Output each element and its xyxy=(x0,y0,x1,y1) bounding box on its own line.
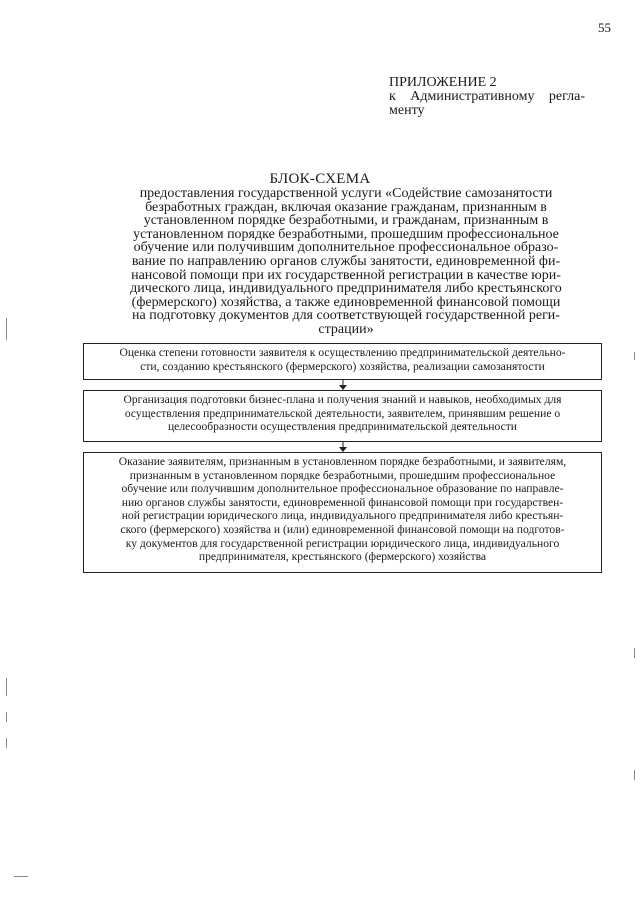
appendix-heading: ПРИЛОЖЕНИЕ 2 xyxy=(389,75,497,90)
flow-step-1-box xyxy=(83,343,602,380)
step-text-line: осуществления предпринимательской деятельности, заявителем, принявшим решение о xyxy=(124,406,561,420)
scan-artifact xyxy=(6,712,7,722)
step-text-line: обучение или получившим дополнительное профессиональное образование по направле- xyxy=(121,482,564,496)
step-text-line: Оказание заявителям, признанным в установленном порядке безработными, и заявителям, xyxy=(118,455,567,468)
flow-step-2-box xyxy=(83,390,602,442)
appendix-line-2: менту xyxy=(389,103,425,118)
subtitle-line: страции» xyxy=(318,321,374,337)
subtitle-line: обучение или получившим дополнительное профессиональное образо- xyxy=(133,240,559,256)
page-number: 55 xyxy=(598,20,611,35)
appendix-note xyxy=(389,76,585,118)
scan-artifact xyxy=(6,738,7,748)
scan-artifact xyxy=(634,352,635,360)
subtitle-line: на подготовку документов для соответствующей государственной реги- xyxy=(132,308,560,324)
subtitle-line: нансовой помощи при их государственной регистрации в качестве юри- xyxy=(131,267,561,283)
flow-step-3-box xyxy=(83,452,602,573)
subtitle-line: безработных граждан, включая оказание гражданам, признанным в xyxy=(145,199,547,215)
subtitle-line: предоставления государственной услуги «Содействие самозанятости xyxy=(139,186,553,201)
scan-artifact xyxy=(6,678,7,696)
subtitle-line: установленном порядке безработными, и гражданам, признанным в xyxy=(143,213,549,229)
subtitle-line: дического лица, индивидуального предпринимателя либо крестьянского xyxy=(130,281,562,297)
subtitle-line: установленном порядке безработными, прошедшим профессиональное xyxy=(133,226,559,242)
scan-artifact xyxy=(6,318,7,340)
step-text-line: сти, созданию крестьянского (фермерского) хозяйства, реализации самозанятости xyxy=(140,359,545,373)
step-text-line: ной регистрации юридического лица, индивидуального предпринимателя либо крестьян- xyxy=(121,509,564,523)
scan-artifact xyxy=(14,876,28,877)
step-text-line: признанным в установленном порядке безработными, прошедшим профессиональное xyxy=(129,468,556,482)
scan-artifact xyxy=(634,770,635,780)
subtitle-line: вание по направлению органов службы занятости, единовременной фи- xyxy=(131,253,561,269)
step-text-line: Организация подготовки бизнес-плана и получения знаний и навыков, необходимых для xyxy=(123,393,562,406)
step-text-line: Оценка степени готовности заявителя к осуществлению предпринимательской деятельно- xyxy=(119,346,566,359)
appendix-line-1: к Административному регла- xyxy=(389,89,585,104)
document-title: БЛОК-СХЕМА xyxy=(269,171,371,187)
subtitle-line: (фермерского) хозяйства, а также единовременной финансовой помощи xyxy=(131,294,561,310)
step-text-line: нию органов службы занятости, единовременной финансовой помощи при государствен- xyxy=(121,495,564,509)
step-text-line: предпринимателя, крестьянского (фермерского) хозяйства xyxy=(198,550,487,564)
scan-artifact xyxy=(634,648,635,658)
step-text-line: ку документов для государственной регистрации юридического лица, индивидуального xyxy=(125,536,560,550)
step-text-line: ского (фермерского) хозяйства и (или) единовременной финансовой помощи на подготов- xyxy=(120,522,565,536)
document-subtitle xyxy=(106,187,586,337)
step-text-line: целесообразности осуществления предпринимательской деятельности xyxy=(167,420,518,434)
